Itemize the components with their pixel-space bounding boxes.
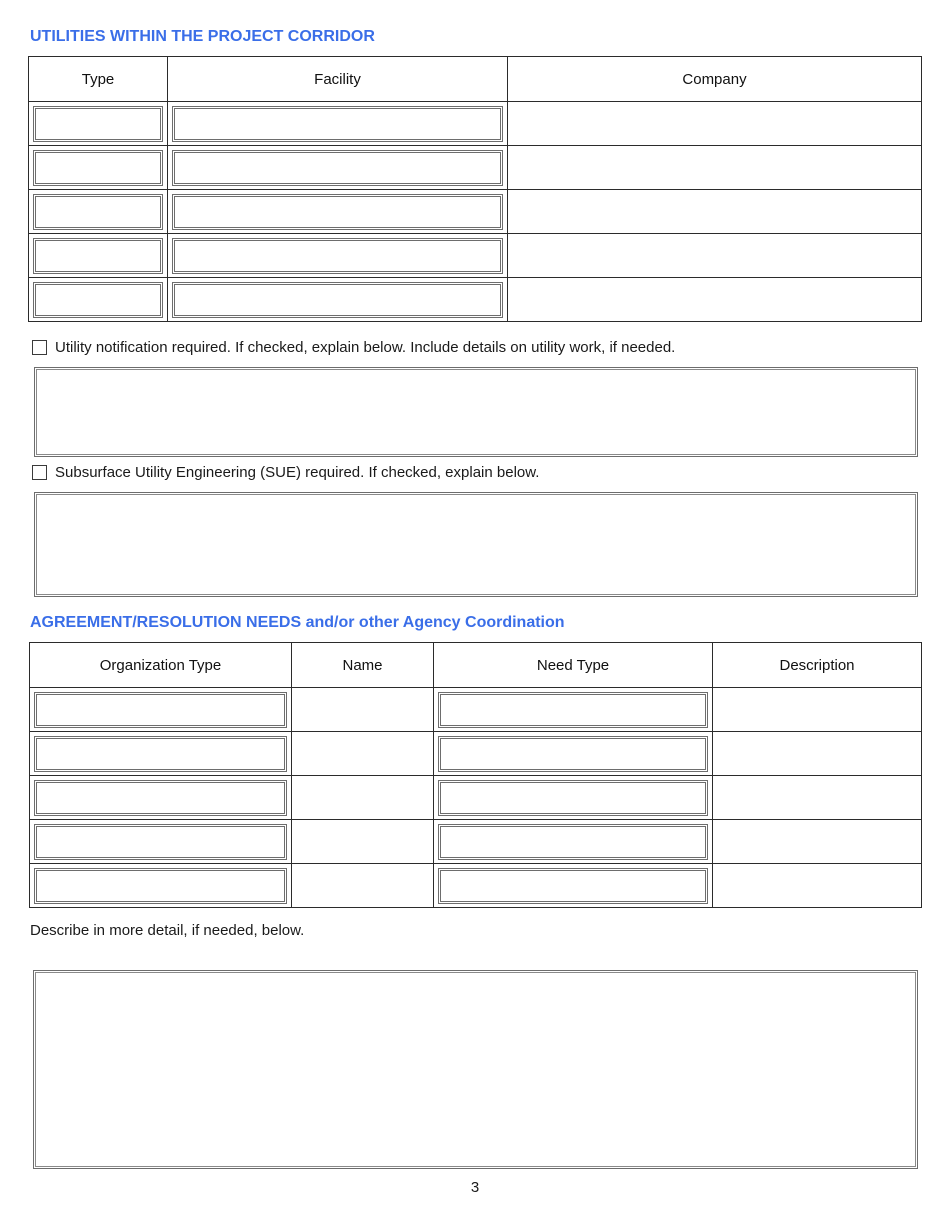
need-type-dropdown[interactable] <box>438 824 708 860</box>
column-header-description: Description <box>713 643 922 688</box>
utilities-heading: UTILITIES WITHIN THE PROJECT CORRIDOR <box>30 28 375 45</box>
sue-explanation-field[interactable] <box>34 492 918 597</box>
column-header-company: Company <box>508 57 922 102</box>
facility-dropdown[interactable] <box>172 282 503 318</box>
facility-dropdown[interactable] <box>172 150 503 186</box>
column-header-organization-type: Organization Type <box>30 643 292 688</box>
column-header-name: Name <box>292 643 434 688</box>
facility-dropdown[interactable] <box>172 238 503 274</box>
type-dropdown[interactable] <box>33 282 163 318</box>
name-cell[interactable] <box>292 732 434 776</box>
name-cell[interactable] <box>292 776 434 820</box>
column-header-type: Type <box>29 57 168 102</box>
name-cell[interactable] <box>292 864 434 908</box>
company-cell[interactable] <box>508 190 922 234</box>
company-cell[interactable] <box>508 234 922 278</box>
description-cell[interactable] <box>713 776 922 820</box>
facility-dropdown[interactable] <box>172 194 503 230</box>
type-dropdown[interactable] <box>33 106 163 142</box>
facility-dropdown[interactable] <box>172 106 503 142</box>
table-row <box>29 102 922 146</box>
company-cell[interactable] <box>508 278 922 322</box>
organization-type-dropdown[interactable] <box>34 824 287 860</box>
detail-prompt: Describe in more detail, if needed, below. <box>30 922 305 939</box>
need-type-dropdown[interactable] <box>438 780 708 816</box>
table-row <box>30 688 922 732</box>
need-type-dropdown[interactable] <box>438 692 708 728</box>
description-cell[interactable] <box>713 864 922 908</box>
name-cell[interactable] <box>292 688 434 732</box>
page-number: 3 <box>470 1179 480 1196</box>
column-header-facility: Facility <box>168 57 508 102</box>
description-cell[interactable] <box>713 820 922 864</box>
sue-label: Subsurface Utility Engineering (SUE) required. If checked, explain below. <box>55 464 540 481</box>
need-type-dropdown[interactable] <box>438 868 708 904</box>
need-type-dropdown[interactable] <box>438 736 708 772</box>
type-dropdown[interactable] <box>33 150 163 186</box>
utility-notification-explanation-field[interactable] <box>34 367 918 457</box>
utility-notification-checkbox[interactable] <box>32 340 47 355</box>
column-header-need-type: Need Type <box>434 643 713 688</box>
utility-notification-label: Utility notification required. If checked, explain below. Include details on utility work, if needed. <box>55 339 676 356</box>
table-row <box>29 190 922 234</box>
agreement-heading: AGREEMENT/RESOLUTION NEEDS and/or other Agency Coordination <box>30 614 565 631</box>
utility-notification-option <box>32 339 675 356</box>
table-row <box>30 776 922 820</box>
sue-option <box>32 464 539 481</box>
name-cell[interactable] <box>292 820 434 864</box>
organization-type-dropdown[interactable] <box>34 692 287 728</box>
table-row <box>30 864 922 908</box>
type-dropdown[interactable] <box>33 238 163 274</box>
table-row <box>30 732 922 776</box>
company-cell[interactable] <box>508 102 922 146</box>
organization-type-dropdown[interactable] <box>34 780 287 816</box>
type-dropdown[interactable] <box>33 194 163 230</box>
table-row <box>29 146 922 190</box>
table-row <box>29 234 922 278</box>
table-row <box>29 278 922 322</box>
utilities-table <box>28 56 922 322</box>
detail-description-field[interactable] <box>33 970 918 1169</box>
description-cell[interactable] <box>713 732 922 776</box>
organization-type-dropdown[interactable] <box>34 736 287 772</box>
company-cell[interactable] <box>508 146 922 190</box>
description-cell[interactable] <box>713 688 922 732</box>
sue-checkbox[interactable] <box>32 465 47 480</box>
table-row <box>30 820 922 864</box>
organization-type-dropdown[interactable] <box>34 868 287 904</box>
agreement-table <box>29 642 922 908</box>
